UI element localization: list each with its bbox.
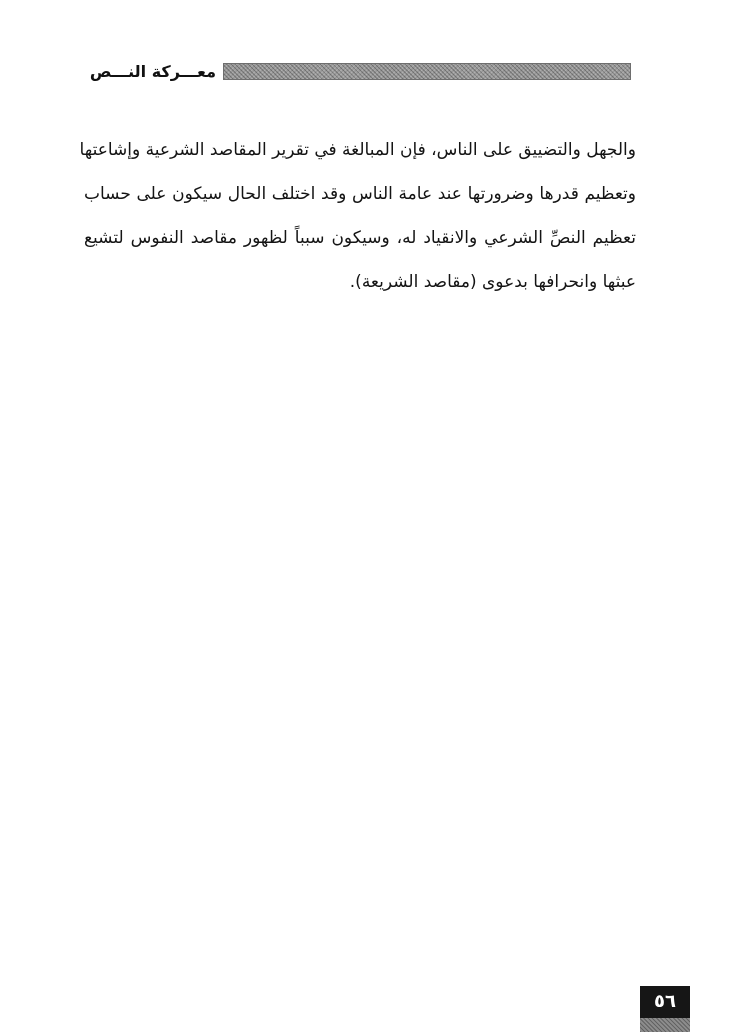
running-header: [88, 58, 632, 86]
paragraph-line-1: والجهل والتضييق على الناس، فإن المبالغة في تقرير المقاصد الشرعية وإشاعتها: [79, 140, 636, 160]
page-number-block: [640, 986, 690, 1032]
paragraph-line-3: تعظيم النصِّ الشرعي والانقياد له، وسيكون سبباً لظهور مقاصد النفوس لتشيع: [84, 228, 636, 248]
page-number: ٥٦: [640, 986, 690, 1018]
body-paragraph: [79, 128, 636, 304]
paragraph-line-4: عبثها وانحرافها بدعوى (مقاصد الشريعة).: [349, 272, 636, 292]
running-header-title: معـــركة النـــص: [89, 62, 216, 81]
page-number-shade: [640, 1018, 690, 1032]
header-decorative-bar: [223, 63, 631, 80]
paragraph-line-2: وتعظيم قدرها وضرورتها عند عامة الناس وقد اختلف الحال سيكون على حساب: [84, 184, 636, 204]
